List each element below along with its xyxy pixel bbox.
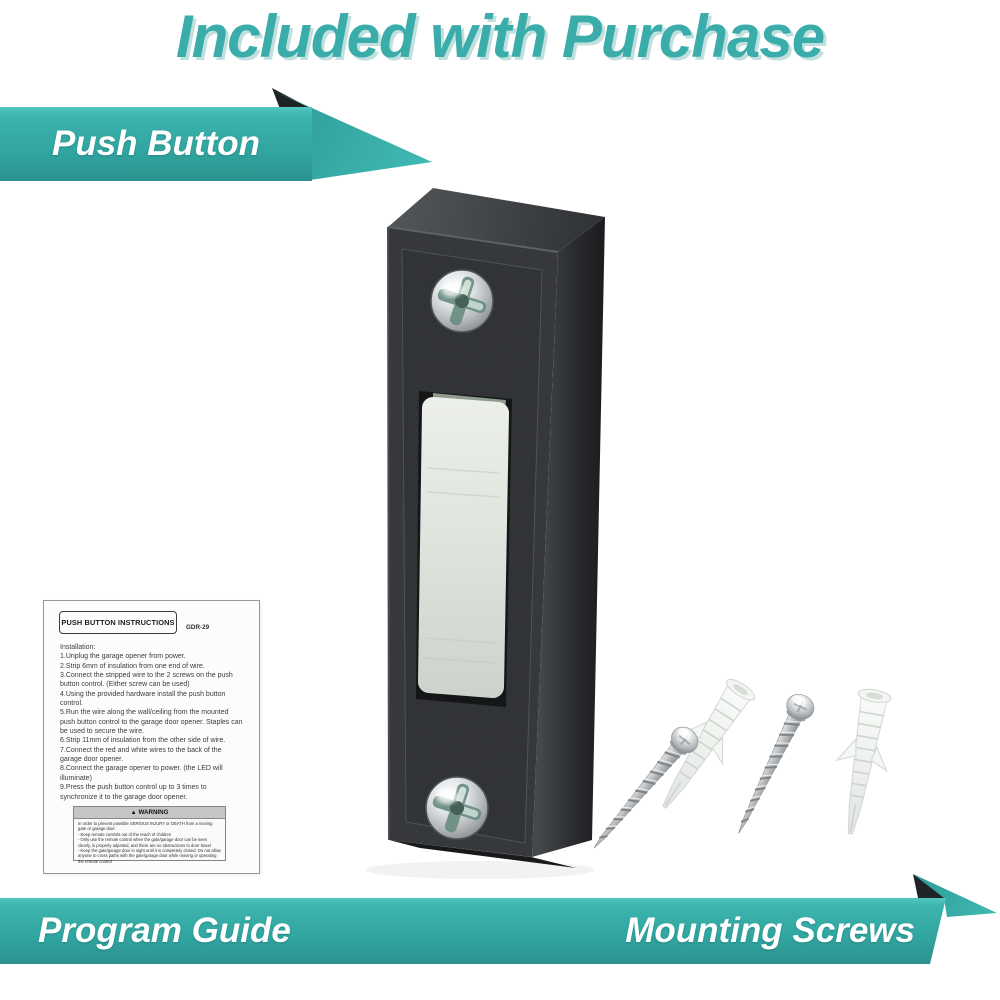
install-step: 3.Connect the stripped wire to the 2 screws on the push button control. (Either screw can be used) [60, 672, 233, 689]
program-guide-sheet [43, 600, 260, 874]
install-step: 8.Connect the garage opener to power. (the LED will illuminate) [60, 765, 223, 782]
warning-header [74, 807, 225, 819]
warning-line: - Only use the remote control when the gate/garage door can be seen clearly, is properly adjusted, and there are no obstructions to door travel [78, 837, 211, 848]
sheet-heading: PUSH BUTTON INSTRUCTIONS [59, 611, 177, 634]
program-guide-banner-label: Program Guide [38, 911, 291, 950]
install-step: 1.Unplug the garage opener from power. [60, 653, 186, 661]
install-step: 2.Strip 6mm of insulation from one end of wire. [60, 662, 205, 670]
sheet-model-number: GDR-29 [186, 624, 210, 631]
wall-anchor-2 [825, 685, 901, 838]
warning-text [74, 819, 225, 866]
wall-anchor-1 [643, 671, 765, 821]
install-step: 6.Strip 11mm of insulation from the other side of wire. [60, 737, 226, 745]
mounting-hardware-photo [583, 671, 900, 857]
warning-icon: ▲ [130, 809, 137, 816]
mounting-screw-1 [583, 722, 703, 857]
page-title: Included with Purchase [175, 3, 825, 70]
device-bottom-screw [425, 776, 488, 839]
warning-title: WARNING [138, 809, 169, 816]
push-button-device-photo [365, 188, 605, 879]
warning-line: - Keep remote controls out of the reach of children [78, 831, 172, 837]
warning-line: In order to prevent possible SERIOUS INJURY or DEATH from a moving gate or garage door: [78, 821, 213, 832]
install-step: 7.Connect the red and white wires to the back of the garage door opener. [60, 746, 222, 764]
device-button [429, 408, 498, 687]
install-step: 5.Run the wire along the wall/ceiling from the mounted push button control to the garage door opener. Staples can be used to secure the wire. [60, 709, 243, 736]
warning-box [73, 806, 226, 864]
sheet-intro: Installation: [60, 644, 96, 651]
sheet-install-steps [60, 643, 243, 802]
install-step: 4.Using the provided hardware install the push button control. [60, 690, 226, 708]
push-button-banner-label: Push Button [51, 124, 261, 163]
install-step: 9.Press the push button control up to 3 times to synchronize it to the garage door opener. [60, 784, 207, 801]
device-top-screw [430, 269, 493, 332]
mounting-screws-banner-label: Mounting Screws [625, 911, 915, 950]
warning-line: - Keep the gate/garage door in sight until it is completely closed. Do not allow anyone to cross paths with the gate/garage door while moving or operating the remote control [78, 848, 221, 864]
